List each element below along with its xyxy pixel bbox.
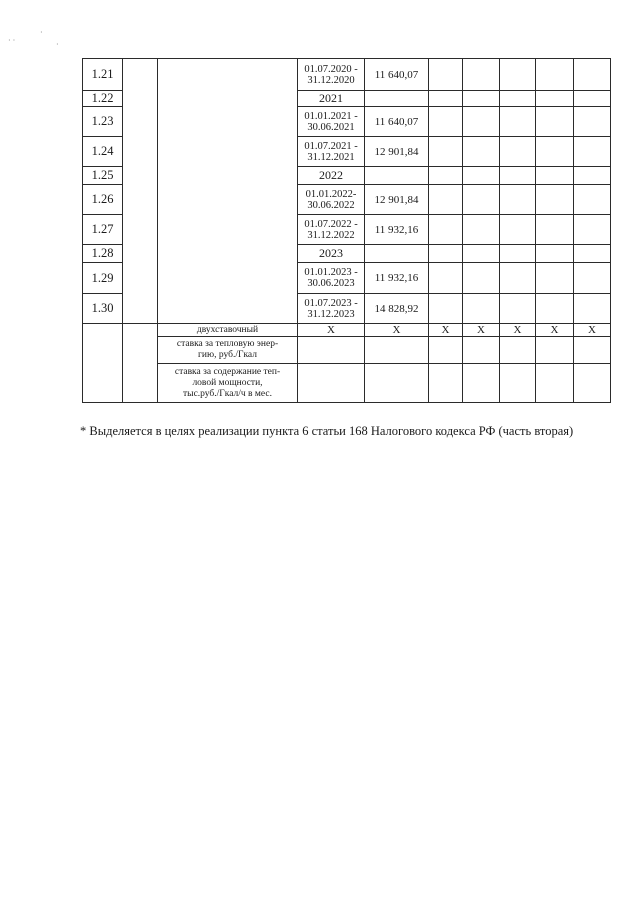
x-mark: X [429, 324, 463, 337]
empty-cell [429, 294, 463, 324]
label-line: гию, руб./Гкал [198, 350, 257, 360]
empty-cell [536, 167, 574, 185]
energy-rate-row-label [158, 337, 298, 364]
row-number: 1.24 [83, 137, 123, 167]
row-number: 1.26 [83, 185, 123, 215]
period-line: 30.06.2021 [307, 121, 355, 133]
tariff-value: 11 640,07 [365, 59, 429, 91]
period-cell [298, 215, 365, 245]
empty-cell [429, 263, 463, 294]
row-number: 1.22 [83, 91, 123, 107]
empty-cell [500, 107, 536, 137]
period-line: 01.07.2023 - [304, 297, 358, 309]
empty-cell [500, 245, 536, 263]
empty-cell [536, 294, 574, 324]
empty-cell [429, 364, 463, 403]
period-line: 31.12.2021 [307, 151, 355, 163]
period-cell [298, 137, 365, 167]
table-row [83, 59, 611, 91]
period-cell [298, 263, 365, 294]
empty-cell [500, 337, 536, 364]
footnote: * Выделяется в целях реализации пункта 6 статьи 168 Налогового кодекса РФ (часть вторая) [80, 424, 574, 438]
empty-cell [365, 167, 429, 185]
x-mark: X [463, 324, 500, 337]
empty-cell [463, 294, 500, 324]
year-label: 2022 [298, 167, 365, 185]
label-line: ловой мощности, [192, 377, 263, 388]
empty-cell [463, 167, 500, 185]
empty-cell [574, 364, 611, 403]
empty-cell [463, 263, 500, 294]
empty-cell [500, 59, 536, 91]
tariff-value: 14 828,92 [365, 294, 429, 324]
two-part-row [83, 324, 611, 337]
empty-cell [429, 245, 463, 263]
period-line: 30.06.2022 [307, 199, 355, 211]
tariff-value: 12 901,84 [365, 137, 429, 167]
period-cell [298, 59, 365, 91]
capacity-rate-row-label [158, 364, 298, 403]
empty-cell [574, 263, 611, 294]
empty-cell [365, 91, 429, 107]
empty-cell [429, 59, 463, 91]
empty-cell [463, 364, 500, 403]
empty-cell [574, 337, 611, 364]
period-line: 01.01.2023 - [304, 267, 358, 278]
empty-cell [536, 337, 574, 364]
empty-merged-cell [158, 59, 298, 324]
empty-cell [463, 59, 500, 91]
row-number: 1.28 [83, 245, 123, 263]
empty-cell [500, 364, 536, 403]
label-line: тыс.руб./Гкал/ч в мес. [183, 388, 272, 399]
period-line: 01.01.2021 - [304, 110, 358, 122]
row-number: 1.30 [83, 294, 123, 324]
empty-cell [365, 337, 429, 364]
empty-cell [574, 107, 611, 137]
empty-merged-cell [123, 59, 158, 324]
empty-cell [500, 91, 536, 107]
label-line: ставка за содержание теп- [174, 366, 281, 377]
x-mark: X [365, 324, 429, 337]
empty-cell [536, 245, 574, 263]
empty-cell [574, 294, 611, 324]
empty-cell [536, 263, 574, 294]
empty-cell [536, 107, 574, 137]
empty-cell [536, 91, 574, 107]
scan-speck: · · [8, 36, 16, 45]
period-line: 31.12.2022 [307, 229, 355, 241]
empty-cell [574, 59, 611, 91]
empty-cell [536, 185, 574, 215]
empty-cell [429, 185, 463, 215]
empty-merged-cell [123, 324, 158, 403]
tariff-value: 11 932,16 [365, 215, 429, 245]
empty-cell [574, 91, 611, 107]
empty-cell [574, 215, 611, 245]
tariff-table [82, 58, 611, 403]
x-mark: X [574, 324, 611, 337]
two-part-label: двухставочный [158, 324, 298, 337]
period-line: 31.12.2020 [307, 74, 355, 86]
period-line: 31.12.2023 [307, 308, 355, 320]
empty-cell [429, 137, 463, 167]
scan-speck: · [56, 40, 59, 49]
period-cell [298, 107, 365, 137]
period-line: 01.07.2021 - [304, 140, 358, 152]
empty-cell [463, 245, 500, 263]
x-mark: X [500, 324, 536, 337]
empty-cell [463, 337, 500, 364]
empty-cell [298, 364, 365, 403]
empty-cell [500, 185, 536, 215]
capacity-rate-row [83, 364, 611, 403]
empty-cell [463, 215, 500, 245]
period-line: 01.07.2020 - [304, 63, 358, 75]
empty-cell [365, 245, 429, 263]
empty-cell [574, 167, 611, 185]
period-line: 01.01.2022- [305, 188, 357, 200]
row-number: 1.23 [83, 107, 123, 137]
empty-cell [536, 215, 574, 245]
x-mark: X [298, 324, 365, 337]
empty-cell [463, 91, 500, 107]
empty-cell [365, 364, 429, 403]
empty-cell [574, 185, 611, 215]
empty-cell [574, 137, 611, 167]
empty-cell [429, 215, 463, 245]
empty-cell [463, 185, 500, 215]
tariff-value: 11 932,16 [365, 263, 429, 294]
empty-cell [500, 294, 536, 324]
empty-cell [574, 245, 611, 263]
tariff-value: 11 640,07 [365, 107, 429, 137]
empty-cell [429, 91, 463, 107]
empty-cell [463, 107, 500, 137]
empty-cell [536, 364, 574, 403]
empty-cell [500, 215, 536, 245]
empty-cell [536, 59, 574, 91]
tariff-value: 12 901,84 [365, 185, 429, 215]
label-line: ставка за тепловую энер- [176, 339, 279, 349]
empty-cell [429, 167, 463, 185]
empty-cell [429, 337, 463, 364]
empty-cell [500, 263, 536, 294]
empty-cell [500, 137, 536, 167]
year-label: 2023 [298, 245, 365, 263]
empty-cell [463, 137, 500, 167]
period-cell [298, 294, 365, 324]
empty-cell [429, 107, 463, 137]
row-number: 1.29 [83, 263, 123, 294]
empty-cell [298, 337, 365, 364]
row-number: 1.21 [83, 59, 123, 91]
period-line: 30.06.2023 [307, 278, 355, 289]
year-label: 2021 [298, 91, 365, 107]
period-cell [298, 185, 365, 215]
x-mark: X [536, 324, 574, 337]
period-line: 01.07.2022 - [304, 218, 358, 230]
energy-rate-row [83, 337, 611, 364]
scan-speck: · [40, 28, 43, 37]
empty-cell [500, 167, 536, 185]
empty-cell [536, 137, 574, 167]
row-number: 1.27 [83, 215, 123, 245]
row-number: 1.25 [83, 167, 123, 185]
empty-merged-cell [83, 324, 123, 403]
